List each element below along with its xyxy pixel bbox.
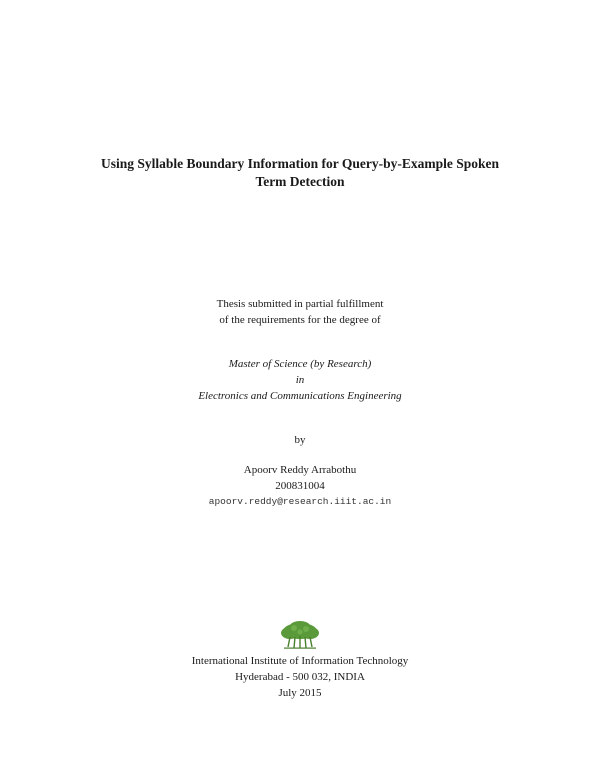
thesis-title (0, 155, 600, 191)
author-name: Apoorv Reddy Arrabothu (243, 464, 357, 476)
institute-address: Hyderabad - 500 032, INDIA (235, 671, 365, 683)
roll-number: 200831004 (275, 480, 325, 492)
submission-line-1: Thesis submitted in partial fulfillment (216, 298, 384, 310)
institute-block (0, 653, 600, 701)
author-block (0, 462, 600, 510)
thesis-title-line-1: Using Syllable Boundary Information for Query-by-Example Spoken (100, 156, 500, 171)
author-email[interactable]: apoorv.reddy@research.iiit.ac.in (208, 496, 392, 507)
degree-in: in (295, 374, 305, 386)
degree-block (0, 356, 600, 404)
submission-line-2: of the requirements for the degree of (219, 314, 381, 326)
tree-logo-icon (280, 620, 320, 650)
degree-name: Master of Science (by Research) (228, 358, 372, 370)
institute-name: International Institute of Information Technology (191, 655, 409, 667)
submission-statement (0, 296, 600, 328)
degree-field: Electronics and Communications Engineering (198, 390, 402, 402)
submission-date: July 2015 (278, 687, 322, 699)
thesis-title-line-2: Term Detection (255, 174, 345, 189)
by-label: by (294, 434, 306, 446)
